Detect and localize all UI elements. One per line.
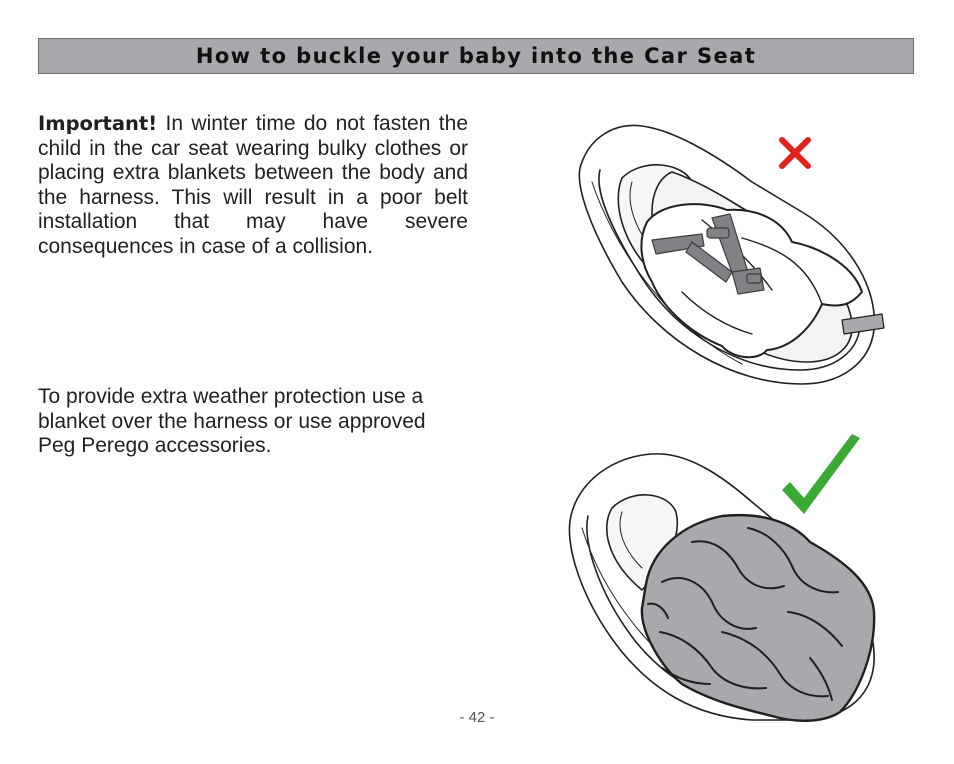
- warning-lead: Important!: [38, 112, 158, 135]
- section-title: How to buckle your baby into the Car Seat: [195, 44, 757, 68]
- warning-text: In winter time do not fasten the child in the car seat wearing bulky clothes or placing extra blankets between the body and the harness. This will result in a poor belt installation that may have severe consequences in case of a collision.: [38, 112, 468, 258]
- check-mark-icon: [782, 434, 860, 514]
- section-header: [38, 38, 914, 74]
- warning-paragraph: [38, 112, 468, 260]
- car-seat-bulky-clothes-illustration: [552, 122, 892, 402]
- car-seat-blanket-illustration: [552, 432, 892, 724]
- page-number: - 42 -: [459, 709, 495, 726]
- advice-paragraph: To provide extra weather protection use a blanket over the harness or use approved Peg Perego accessories.: [38, 385, 426, 458]
- x-mark-icon: [782, 140, 808, 166]
